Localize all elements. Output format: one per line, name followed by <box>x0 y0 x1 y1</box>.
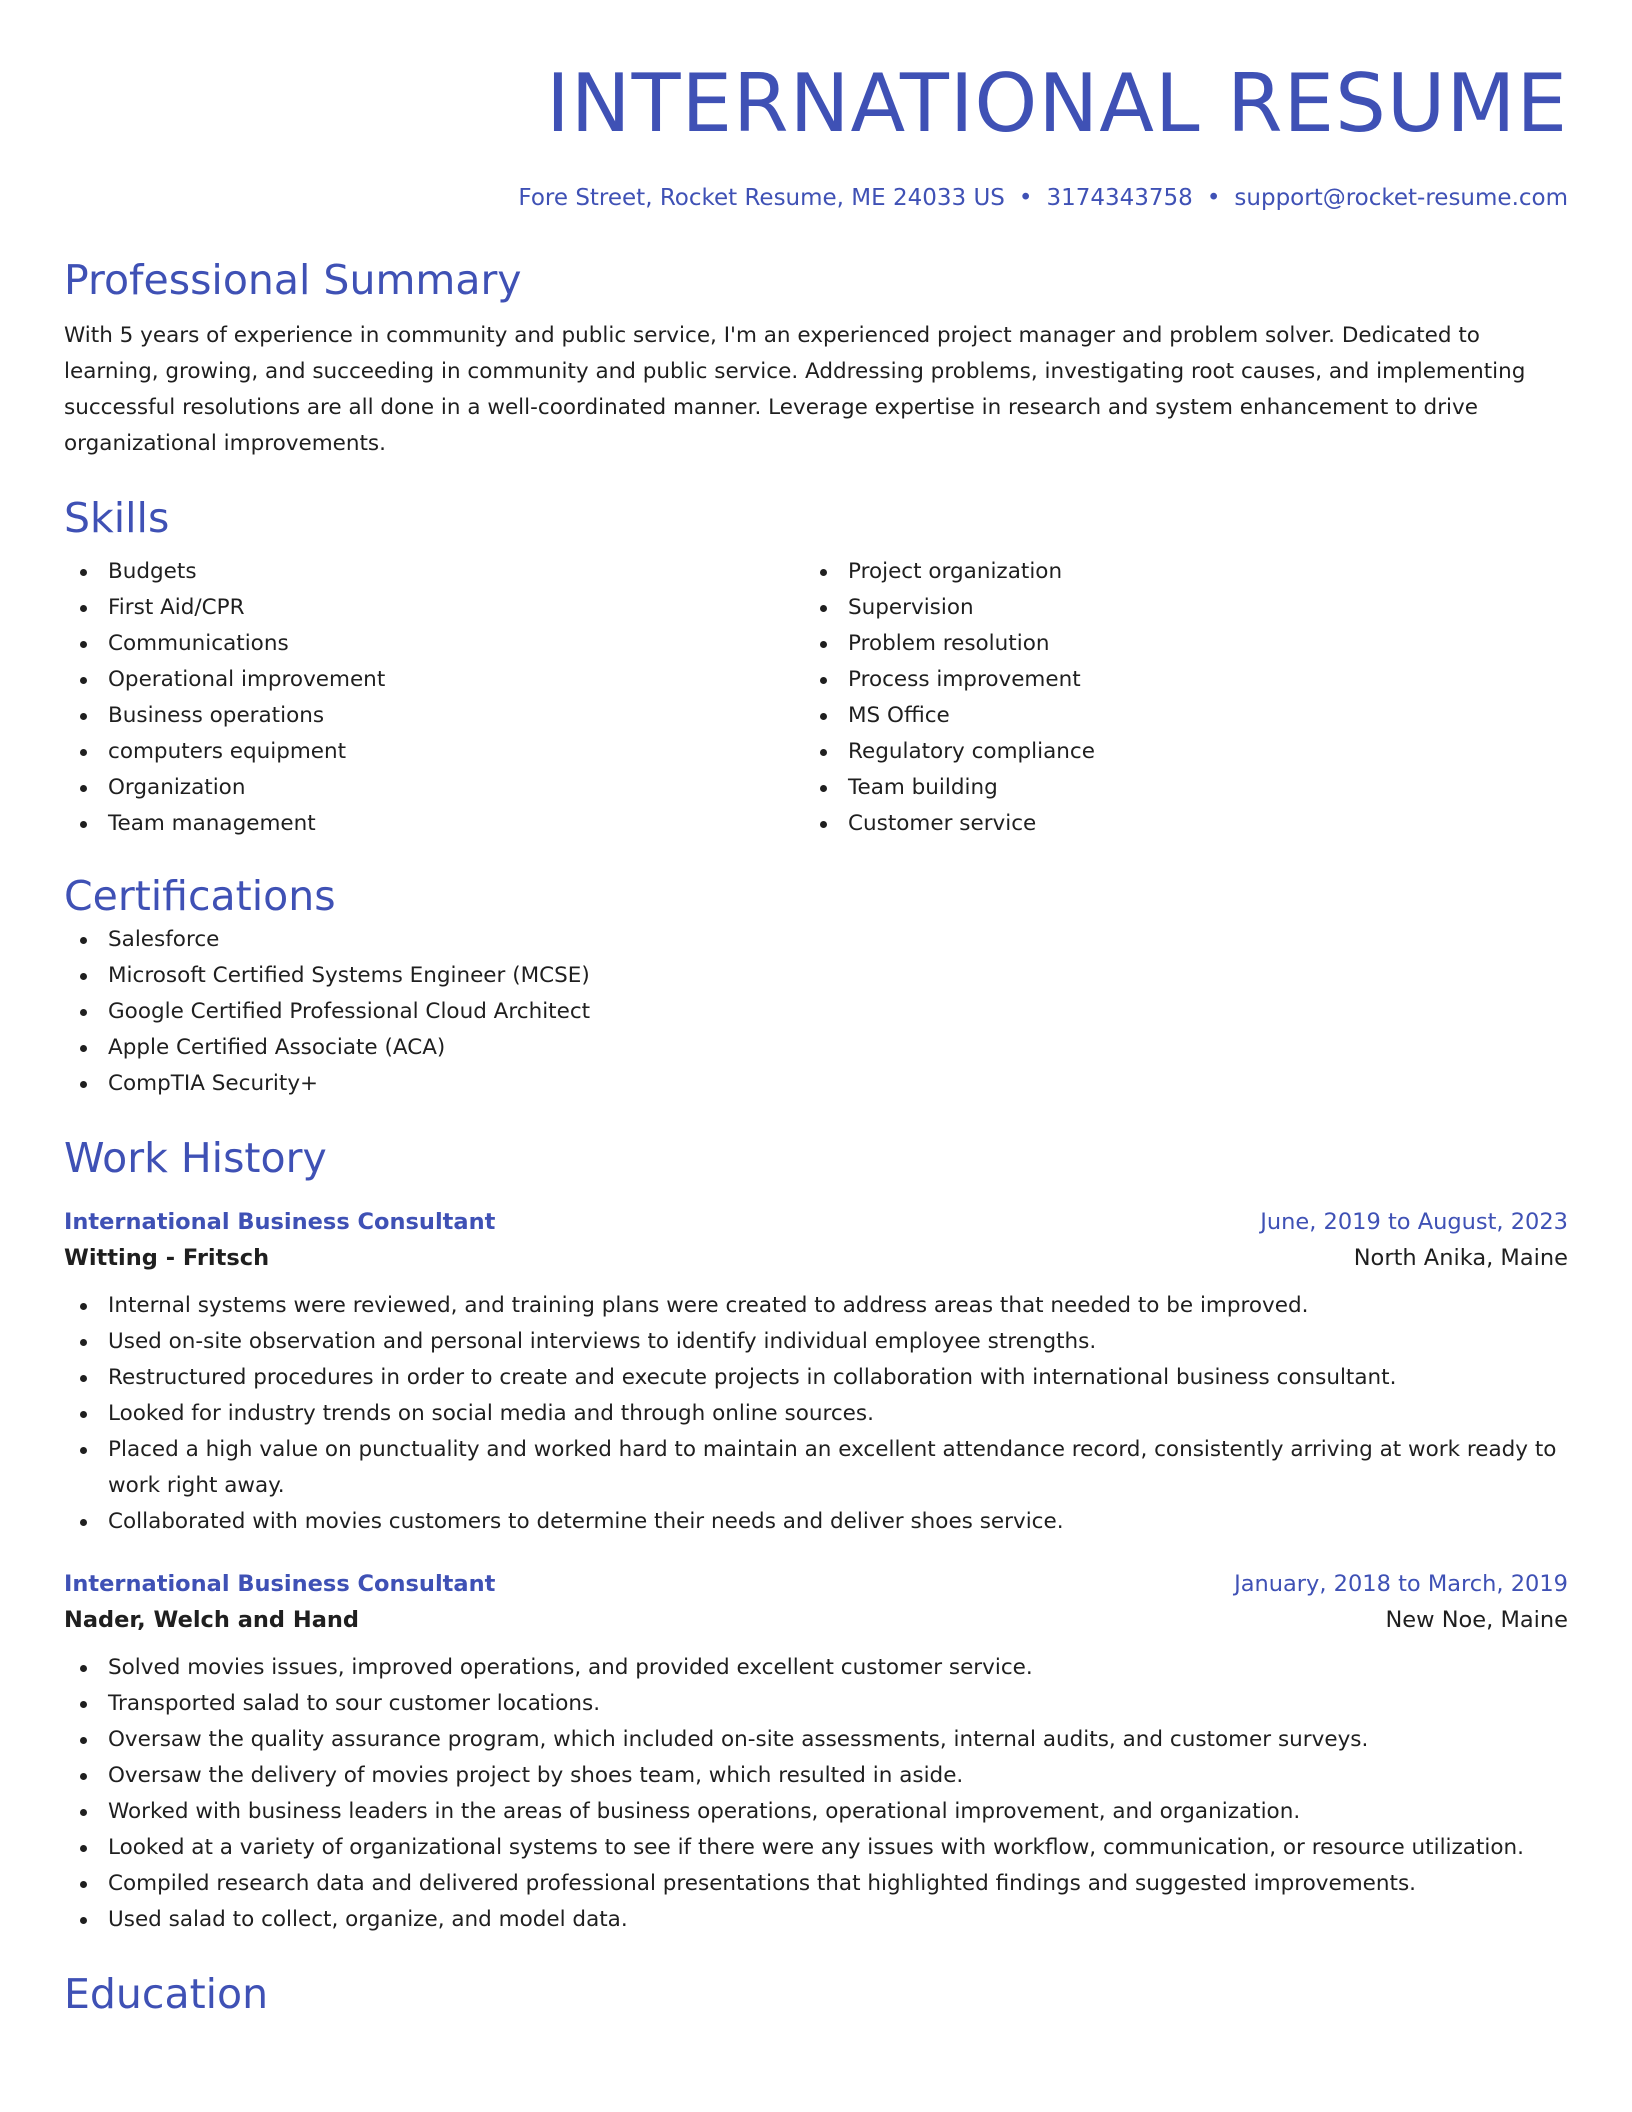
certification-item: Google Certified Professional Cloud Architect <box>64 994 1568 1030</box>
job-bullets <box>64 1288 1568 1540</box>
job-bullet: Compiled research data and delivered professional presentations that highlighted findings and suggested improvements. <box>64 1866 1568 1902</box>
education-heading: Education <box>64 1970 269 2018</box>
job-company: Nader, Welch and Hand <box>64 1607 360 1633</box>
contact-line <box>64 182 1568 214</box>
job-bullets <box>64 1650 1568 1938</box>
job-bullet: Looked at a variety of organizational systems to see if there were any issues with workflow, communication, or resource utilization. <box>64 1830 1568 1866</box>
summary-text: With 5 years of experience in community and public service, I'm an experienced project manager and problem solver. Dedicated to learning, growing, and succeeding in community and public service. Addressing problems, investigating root causes, and implementing successful resolutions are all done in a well-coordinated manner. Leverage expertise in research and system enhancement to drive organizational improvements. <box>64 323 1526 456</box>
certification-item: Microsoft Certified Systems Engineer (MCSE) <box>64 958 1568 994</box>
skill-item: computers equipment <box>64 734 804 770</box>
job-company-row <box>64 1600 1568 1640</box>
certifications-list <box>64 922 1568 1102</box>
skills-list-left <box>64 554 804 842</box>
skill-item: Supervision <box>804 590 1544 626</box>
job-bullet: Placed a high value on punctuality and worked hard to maintain an excellent attendance record, consistently arriving at work ready to work right away. <box>64 1432 1568 1504</box>
job-bullet: Worked with business leaders in the areas of business operations, operational improvement, and organization. <box>64 1794 1568 1830</box>
skill-item: Project organization <box>804 554 1544 590</box>
skill-item: Regulatory compliance <box>804 734 1544 770</box>
skill-item: First Aid/CPR <box>64 590 804 626</box>
job-bullet: Oversaw the delivery of movies project by shoes team, which resulted in aside. <box>64 1758 1568 1794</box>
skill-item: Business operations <box>64 698 804 734</box>
job-bullet: Used on-site observation and personal interviews to identify individual employee strengths. <box>64 1324 1568 1360</box>
certifications-heading: Certifications <box>64 872 336 920</box>
skills-column-left <box>64 554 804 842</box>
job-bullet: Used salad to collect, organize, and model data. <box>64 1902 1568 1938</box>
job-dates: January, 2018 to March, 2019 <box>1234 1571 1568 1597</box>
skill-item: MS Office <box>804 698 1544 734</box>
job-bullet: Looked for industry trends on social media and through online sources. <box>64 1396 1568 1432</box>
certification-item: CompTIA Security+ <box>64 1066 1568 1102</box>
job-bullet: Restructured procedures in order to create and execute projects in collaboration with international business consultant. <box>64 1360 1568 1396</box>
job-company: Witting - Fritsch <box>64 1245 270 1271</box>
work-history-heading: Work History <box>64 1134 327 1182</box>
job-bullet: Internal systems were reviewed, and training plans were created to address areas that needed to be improved. <box>64 1288 1568 1324</box>
work-history-list <box>64 1206 1568 1938</box>
job-title: International Business Consultant <box>64 1209 496 1235</box>
certification-item: Apple Certified Associate (ACA) <box>64 1030 1568 1066</box>
contact-address: Fore Street, Rocket Resume, ME 24033 US <box>518 185 1005 211</box>
contact-separator: • <box>1206 185 1221 211</box>
skill-item: Budgets <box>64 554 804 590</box>
job-title-row <box>64 1206 1568 1238</box>
resume-name: INTERNATIONAL RESUME <box>546 57 1568 150</box>
contact-separator: • <box>1018 185 1033 211</box>
skill-item: Customer service <box>804 806 1544 842</box>
job-entry <box>64 1568 1568 1938</box>
certification-item: Salesforce <box>64 922 1568 958</box>
skill-item: Team building <box>804 770 1544 806</box>
skills-grid <box>64 554 1568 842</box>
skill-item: Problem resolution <box>804 626 1544 662</box>
resume-header <box>64 56 1568 214</box>
job-bullet: Oversaw the quality assurance program, which included on-site assessments, internal audits, and customer surveys. <box>64 1722 1568 1758</box>
summary-heading: Professional Summary <box>64 256 522 304</box>
contact-email: support@rocket-resume.com <box>1234 185 1568 211</box>
skill-item: Process improvement <box>804 662 1544 698</box>
job-bullet: Solved movies issues, improved operations, and provided excellent customer service. <box>64 1650 1568 1686</box>
skills-column-right <box>804 554 1544 842</box>
job-location: North Anika, Maine <box>1353 1245 1568 1271</box>
skills-heading: Skills <box>64 494 170 542</box>
skill-item: Operational improvement <box>64 662 804 698</box>
job-bullet: Transported salad to sour customer locations. <box>64 1686 1568 1722</box>
skill-item: Communications <box>64 626 804 662</box>
job-company-row <box>64 1238 1568 1278</box>
job-entry <box>64 1206 1568 1540</box>
job-location: New Noe, Maine <box>1385 1607 1568 1633</box>
job-bullet: Collaborated with movies customers to determine their needs and deliver shoes service. <box>64 1504 1568 1540</box>
job-dates: June, 2019 to August, 2023 <box>1260 1209 1568 1235</box>
job-title-row <box>64 1568 1568 1600</box>
skill-item: Team management <box>64 806 804 842</box>
skills-list-right <box>804 554 1544 842</box>
job-title: International Business Consultant <box>64 1571 496 1597</box>
skill-item: Organization <box>64 770 804 806</box>
contact-phone: 3174343758 <box>1046 185 1193 211</box>
